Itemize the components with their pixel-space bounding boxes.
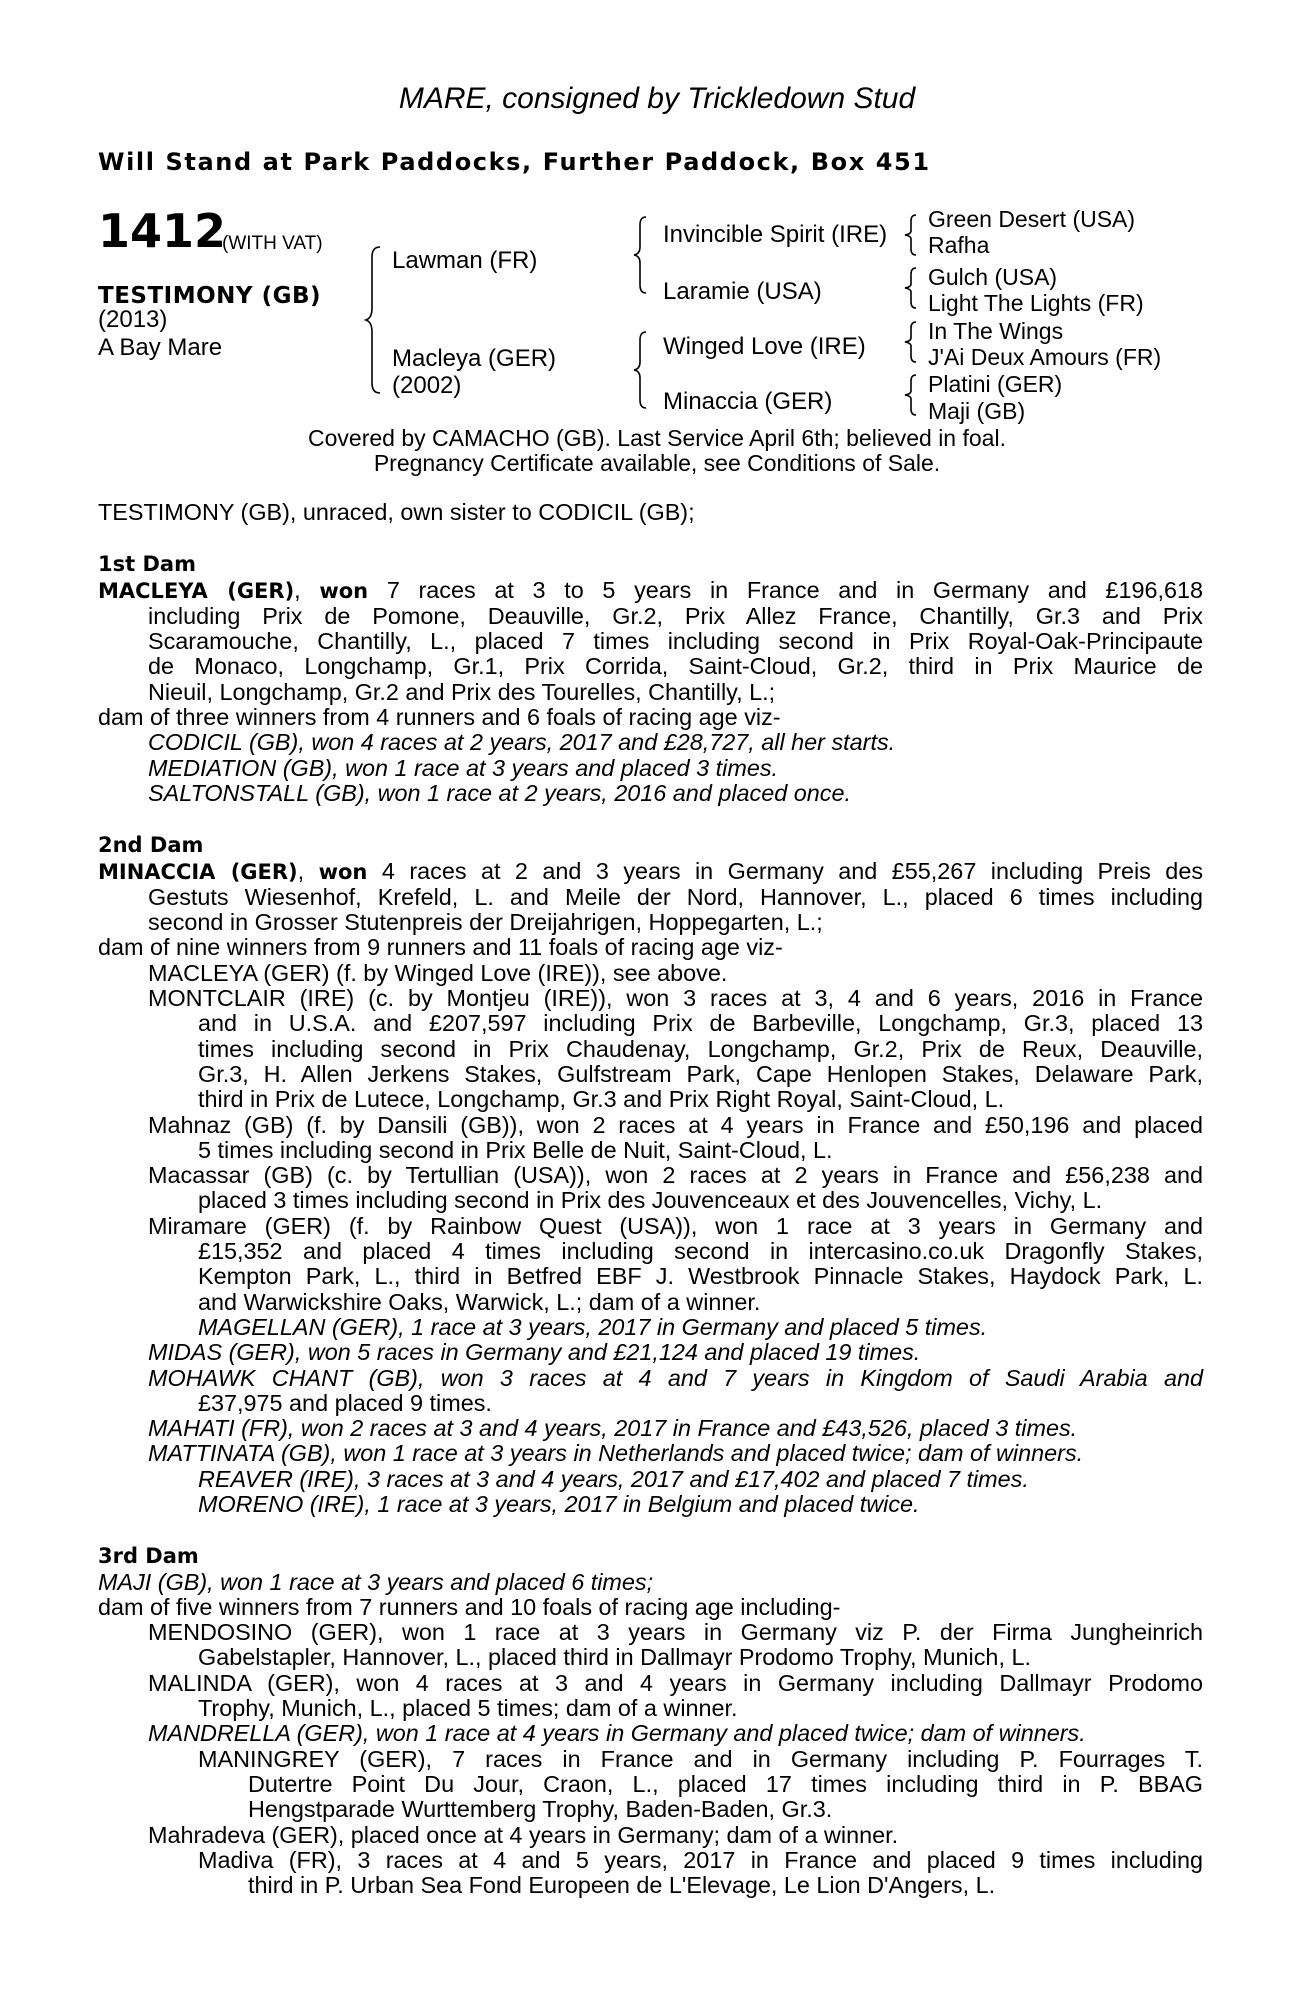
pedigree-sire-dam: Laramie (USA) [663, 278, 822, 305]
pedigree-ggs-5: In The Wings [928, 318, 1064, 344]
catalogue-body [98, 500, 1203, 1898]
horse-description: A Bay Mare [98, 334, 223, 361]
horse-name: TESTIMONY (GB) [98, 283, 321, 309]
second-dam-heading: 2nd Dam [98, 833, 204, 858]
pedigree-brace-dam [634, 330, 652, 410]
vat-note: (WITH VAT) [222, 233, 323, 254]
pedigree-ggs-4: Light The Lights (FR) [928, 290, 1144, 316]
second-dam-line-22: £37,975 and placed 9 times. [198, 1389, 492, 1416]
third-dam-line-9: Dutertre Point Du Jour, Craon, L., placed 17 times including third in P. BBAG [248, 1770, 1203, 1797]
pedigree-brace-gg2 [905, 266, 921, 310]
third-dam-heading: 3rd Dam [98, 1544, 199, 1569]
third-dam-line-1: MAJI (GB), won 1 race at 3 years and placed 6 times; [98, 1568, 654, 1595]
second-dam-line-9: Gr.3, H. Allen Jerkens Stakes, Gulfstream Park, Cape Henlopen Stakes, Delaware Park, [198, 1060, 1203, 1087]
first-dam-line-1: MACLEYA (GER), won 7 races at 3 to 5 years in France and in Germany and £196,618 [98, 576, 1204, 603]
pedigree-brace-gg4 [905, 373, 921, 417]
pedigree-brace-sire [634, 215, 652, 295]
third-dam-line-6: Trophy, Munich, L., placed 5 times; dam of a winner. [198, 1695, 738, 1722]
first-dam-line-9: SALTONSTALL (GB), won 1 race at 2 years, 2016 and placed once. [148, 779, 851, 806]
second-dam-line-1: MINACCIA (GER), won 4 races at 2 and 3 years in Germany and £55,267 including Preis des [98, 857, 1204, 884]
covering-note: Covered by CAMACHO (GB). Last Service April 6th; believed in foal. [308, 425, 1006, 451]
second-dam-line-21: MOHAWK CHANT (GB), won 3 races at 4 and 7 years in Kingdom of Saudi Arabia and [148, 1364, 1203, 1391]
second-dam-line-15: Miramare (GER) (f. by Rainbow Quest (USA)), won 1 race at 3 years in Germany and [148, 1212, 1203, 1239]
second-dam-line-7: and in U.S.A. and £207,597 including Prix de Barbeville, Longchamp, Gr.3, placed 13 [198, 1010, 1203, 1037]
second-dam-line-8: times including second in Prix Chaudenay, Longchamp, Gr.2, Prix de Reux, Deauville, [198, 1035, 1203, 1062]
second-dam-line-12: 5 times including second in Prix Belle de Nuit, Saint-Cloud, L. [198, 1136, 833, 1163]
third-dam-line-3: MENDOSINO (GER), won 1 race at 3 years in Germany viz P. der Firma Jungheinrich [148, 1619, 1203, 1646]
pedigree-brace-main [366, 245, 388, 395]
first-dam-name: MACLEYA (GER) [98, 578, 295, 603]
pedigree-ggs-8: Maji (GB) [928, 398, 1026, 424]
pedigree-dam-dam: Minaccia (GER) [663, 388, 833, 415]
second-dam-line-6: MONTCLAIR (IRE) (c. by Montjeu (IRE)), won 3 races at 3, 4 and 6 years, 2016 in France [148, 985, 1203, 1012]
pedigree-ggs-2: Rafha [928, 232, 990, 258]
pedigree-ggs-7: Platini (GER) [928, 371, 1063, 397]
first-dam-line-6: dam of three winners from 4 runners and 6 foals of racing age viz- [98, 704, 781, 731]
third-dam-line-8: MANINGREY (GER), 7 races in France and in Germany including P. Fourrages T. [198, 1745, 1203, 1772]
pedigree-sire: Lawman (FR) [392, 247, 538, 274]
first-dam-line-5: Nieuil, Longchamp, Gr.2 and Prix des Tourelles, Chantilly, L.; [148, 678, 776, 705]
second-dam-line-14: placed 3 times including second in Prix des Jouvenceaux et des Jouvencelles, Vichy, L. [198, 1187, 1103, 1214]
first-dam-heading: 1st Dam [98, 552, 196, 577]
second-dam-line-11: Mahnaz (GB) (f. by Dansili (GB)), won 2 races at 4 years in France and £50,196 and placed [148, 1111, 1203, 1138]
pedigree-dam-sire: Winged Love (IRE) [663, 333, 866, 360]
second-dam-line-4: dam of nine winners from 9 runners and 11 foals of racing age viz- [98, 934, 783, 961]
stand-location: Will Stand at Park Paddocks, Further Paddock, Box 451 [98, 148, 931, 176]
pedigree-brace-gg3 [905, 320, 921, 364]
third-dam-line-5: MALINDA (GER), won 4 races at 3 and 4 years in Germany including Dallmayr Prodomo [148, 1669, 1203, 1696]
pedigree-ggs-3: Gulch (USA) [928, 264, 1058, 290]
second-dam-line-17: Kempton Park, L., third in Betfred EBF J. Westbrook Pinnacle Stakes, Haydock Park, L. [198, 1263, 1203, 1290]
first-dam-line-4: de Monaco, Longchamp, Gr.1, Prix Corrida, Saint-Cloud, Gr.2, third in Prix Maurice de [148, 653, 1203, 680]
second-dam-line-26: MORENO (IRE), 1 race at 3 years, 2017 in Belgium and placed twice. [198, 1490, 920, 1517]
second-dam-line-2: Gestuts Wiesenhof, Krefeld, L. and Meile der Nord, Hannover, L., placed 6 times including [148, 883, 1203, 910]
second-dam-line-18: and Warwickshire Oaks, Warwick, L.; dam of a winner. [198, 1288, 761, 1315]
page-title: MARE, consigned by Trickledown Stud [398, 82, 916, 115]
second-dam-line-24: MATTINATA (GB), won 1 race at 3 years in Netherlands and placed twice; dam of winners. [148, 1440, 1084, 1467]
lot-number: 1412 [98, 204, 227, 258]
intro-line: TESTIMONY (GB), unraced, own sister to CODICIL (GB); [98, 499, 695, 525]
pedigree-dam-year: (2002) [392, 372, 462, 399]
third-dam-line-10: Hengstparade Wurttemberg Trophy, Baden-Baden, Gr.3. [248, 1796, 833, 1823]
first-dam-line-7: CODICIL (GB), won 4 races at 2 years, 2017 and £28,727, all her starts. [148, 729, 896, 756]
second-dam-line-25: REAVER (IRE), 3 races at 3 and 4 years, 2017 and £17,402 and placed 7 times. [198, 1465, 1029, 1492]
second-dam-name: MINACCIA (GER) [98, 859, 298, 884]
second-dam-line-10: third in Prix de Lutece, Longchamp, Gr.3 and Prix Right Royal, Saint-Cloud, L. [198, 1086, 1005, 1113]
second-dam-line-16: £15,352 and placed 4 times including second in intercasino.co.uk Dragonfly Stakes, [198, 1238, 1203, 1265]
pedigree-brace-gg1 [905, 213, 921, 257]
third-dam-line-12: Madiva (FR), 3 races at 4 and 5 years, 2017 in France and placed 9 times including [198, 1846, 1203, 1873]
third-dam-line-11: Mahradeva (GER), placed once at 4 years in Germany; dam of a winner. [148, 1821, 899, 1848]
first-dam-line-8: MEDIATION (GB), won 1 race at 3 years and placed 3 times. [148, 754, 779, 781]
second-dam-line-5: MACLEYA (GER) (f. by Winged Love (IRE)), see above. [148, 959, 728, 986]
pregnancy-note: Pregnancy Certificate available, see Conditions of Sale. [373, 450, 941, 476]
pedigree-sire-sire: Invincible Spirit (IRE) [663, 221, 888, 248]
third-dam-line-2: dam of five winners from 7 runners and 10 foals of racing age including- [98, 1593, 841, 1620]
third-dam-line-13: third in P. Urban Sea Fond Europeen de L'Elevage, Le Lion D'Angers, L. [248, 1872, 996, 1899]
second-dam-line-19: MAGELLAN (GER), 1 race at 3 years, 2017 in Germany and placed 5 times. [198, 1313, 988, 1340]
pedigree-dam: Macleya (GER) [392, 345, 557, 372]
first-dam-line-3: Scaramouche, Chantilly, L., placed 7 times including second in Prix Royal-Oak-Principaute [148, 628, 1203, 655]
second-dam-line-23: MAHATI (FR), won 2 races at 3 and 4 years, 2017 in France and £43,526, placed 3 times. [148, 1415, 1078, 1442]
pedigree-ggs-1: Green Desert (USA) [928, 206, 1136, 232]
third-dam-line-4: Gabelstapler, Hannover, L., placed third in Dallmayr Prodomo Trophy, Munich, L. [198, 1644, 1031, 1671]
second-dam-line-20: MIDAS (GER), won 5 races in Germany and £21,124 and placed 19 times. [148, 1339, 921, 1366]
third-dam-line-7: MANDRELLA (GER), won 1 race at 4 years in Germany and placed twice; dam of winners. [148, 1720, 1086, 1747]
horse-year: (2013) [98, 306, 168, 333]
second-dam-line-3: second in Grosser Stutenpreis der Dreijahrigen, Hoppegarten, L.; [148, 909, 823, 936]
pedigree-ggs-6: J'Ai Deux Amours (FR) [928, 344, 1162, 370]
first-dam-line-2: including Prix de Pomone, Deauville, Gr.2, Prix Allez France, Chantilly, Gr.3 and Prix [148, 602, 1203, 629]
second-dam-line-13: Macassar (GB) (c. by Tertullian (USA)), won 2 races at 2 years in France and £56,238 and [148, 1162, 1203, 1189]
